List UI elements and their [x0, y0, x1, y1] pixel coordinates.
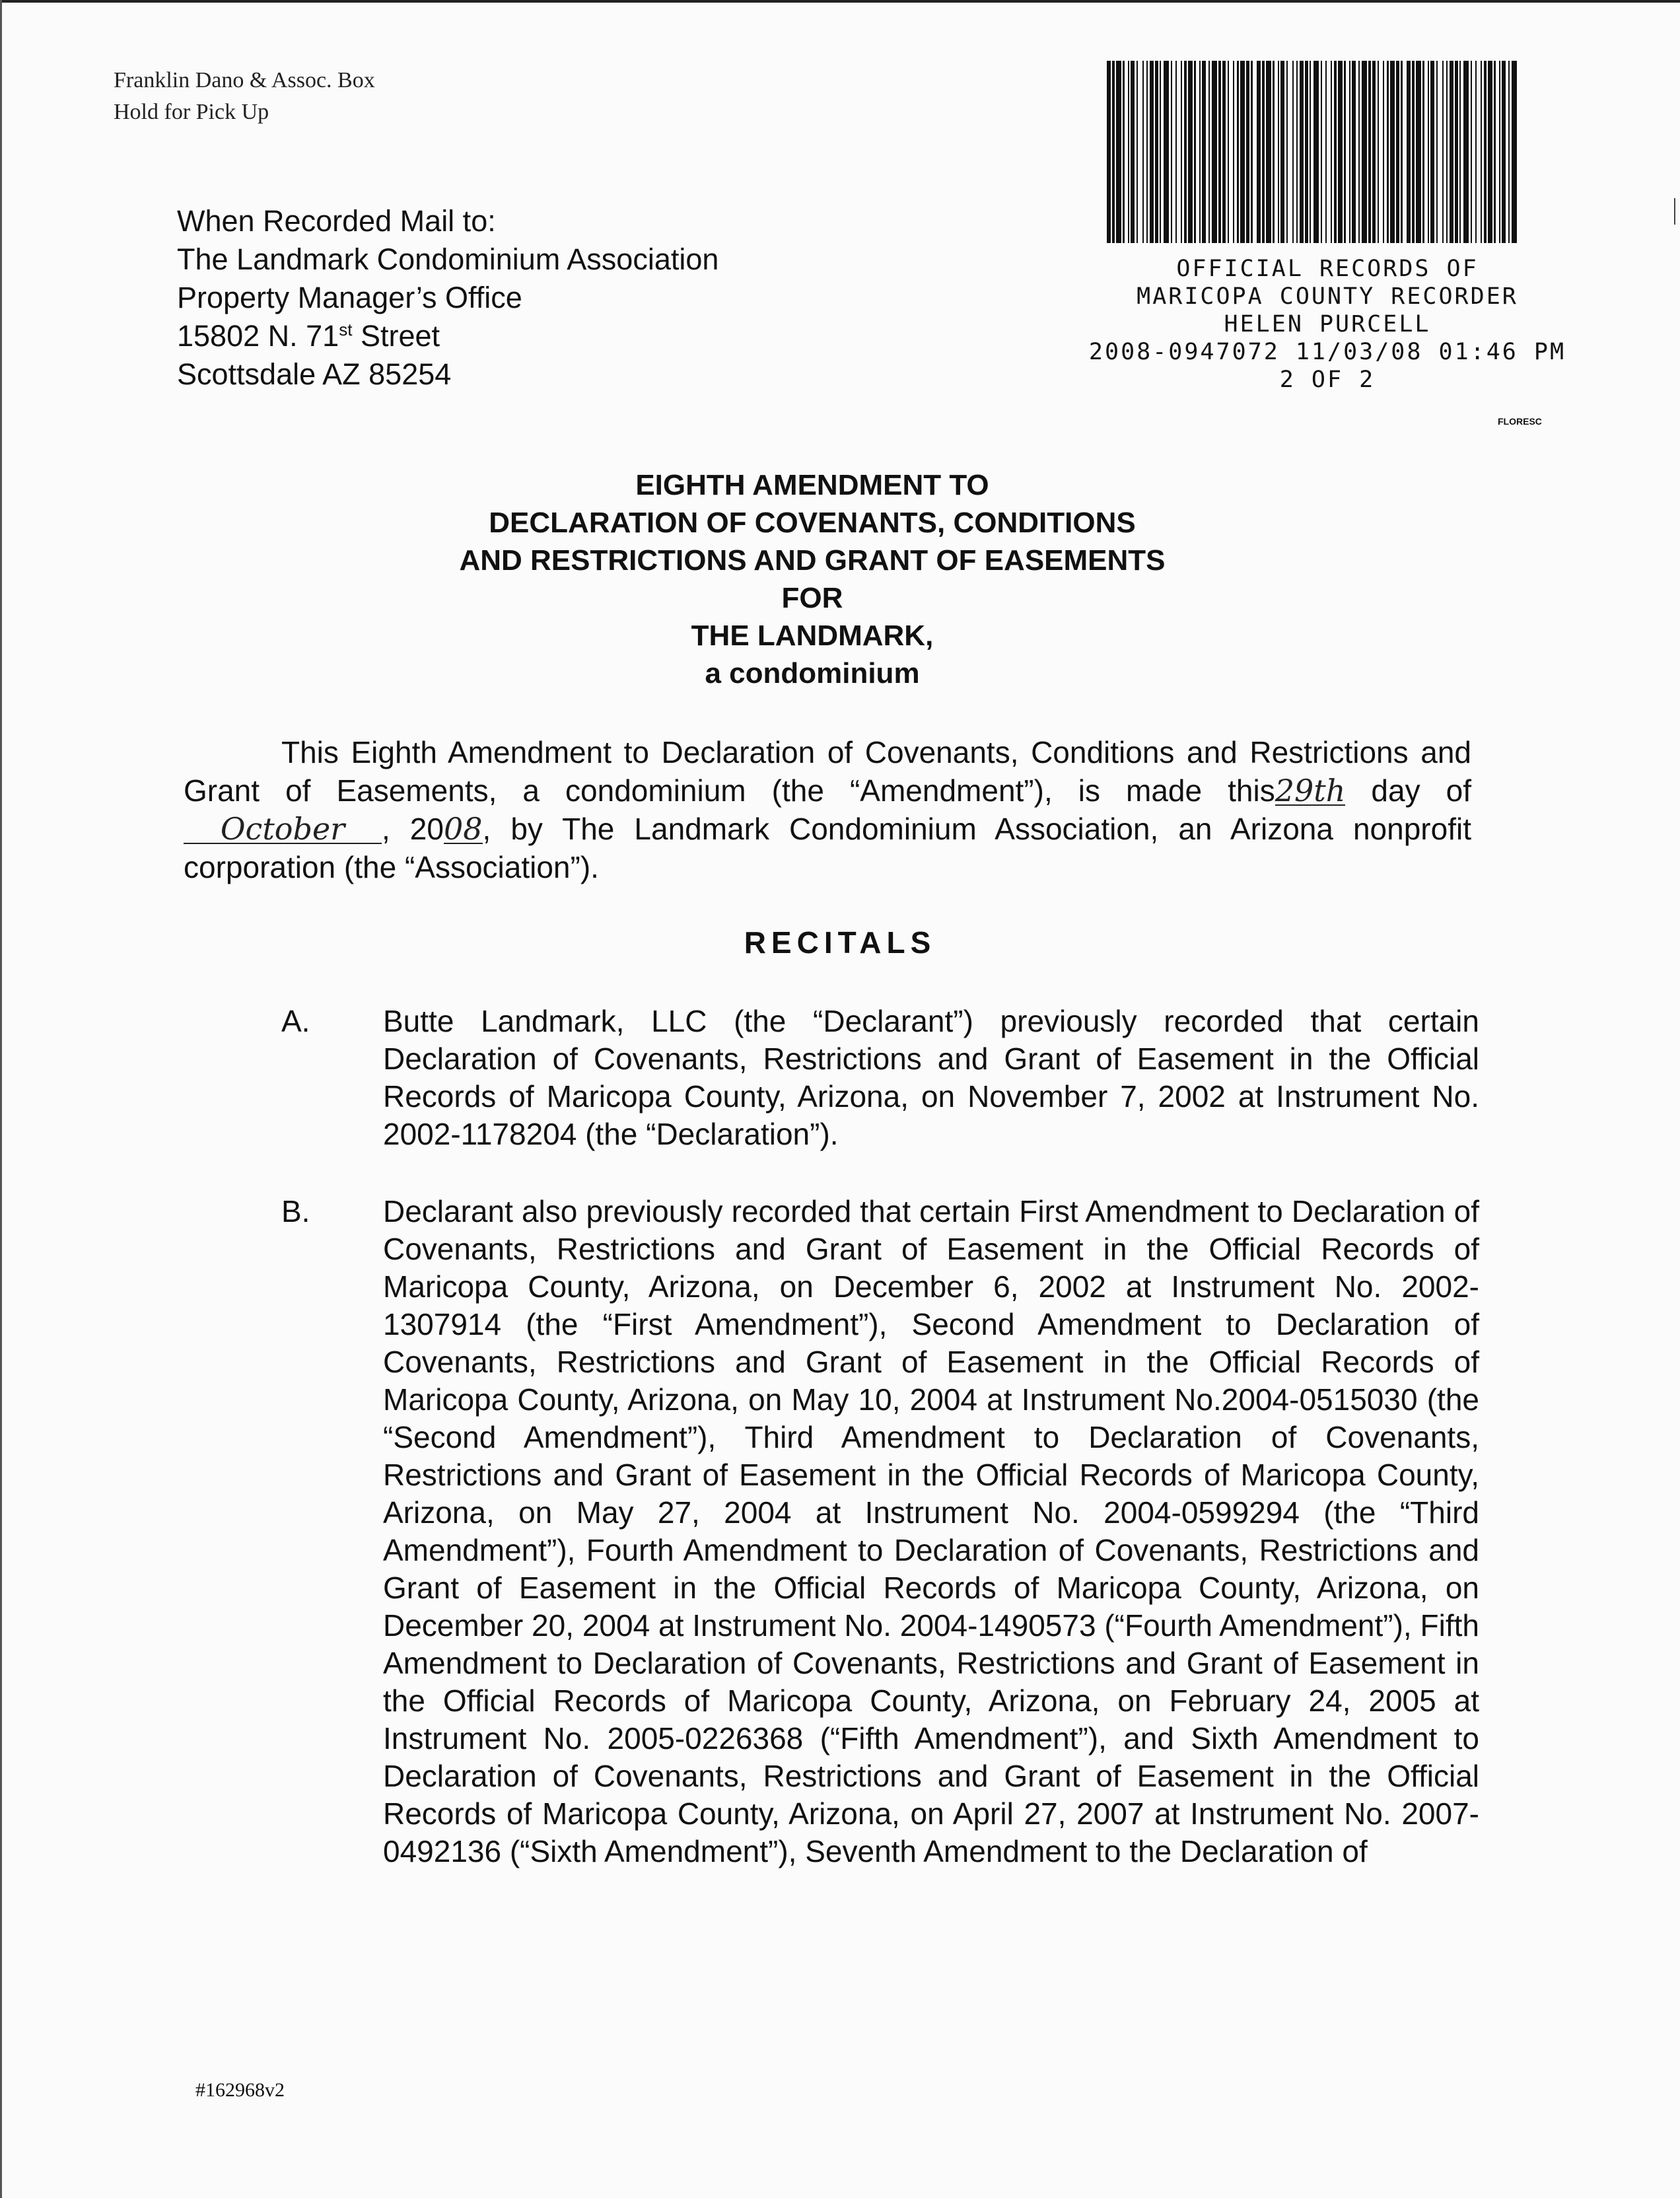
barcode-bar: [1499, 61, 1500, 243]
barcode-bar: [1181, 61, 1182, 243]
recorder-stamp-line3: HELEN PURCELL: [1224, 311, 1431, 337]
barcode-bar: [1137, 61, 1138, 243]
title-line5: THE LANDMARK,: [691, 620, 934, 652]
recorder-clerk-code: FLORESC: [1498, 416, 1542, 427]
barcode-bar: [1436, 61, 1438, 243]
barcode-bar: [1300, 61, 1304, 243]
barcode-bar: [1246, 61, 1249, 243]
barcode-bar: [1383, 61, 1384, 243]
handwritten-month: October: [184, 815, 382, 844]
recorder-stamp-line1: OFFICIAL RECORDS OF: [1176, 256, 1479, 282]
barcode-bar: [1286, 61, 1288, 243]
return-address: [177, 202, 718, 394]
pickup-note-line2: Hold for Pick Up: [114, 100, 269, 124]
pickup-note: [114, 65, 375, 128]
barcode-bar: [1188, 61, 1193, 243]
recital-a: [281, 1003, 1483, 1153]
barcode-bar: [1331, 61, 1332, 243]
barcode-bar: [1475, 61, 1477, 243]
barcode-bar: [1494, 61, 1496, 243]
recital-label: B.: [281, 1194, 310, 1228]
barcode-bar: [1378, 61, 1379, 243]
barcode-bar: [1463, 61, 1469, 243]
barcode-bar: [1266, 61, 1271, 243]
barcode-bar: [1262, 61, 1265, 243]
barcode-bar: [1428, 61, 1429, 243]
recorder-stamp: [1057, 255, 1598, 394]
scan-mark: [1674, 198, 1675, 225]
return-address-line2: The Landmark Condominium Association: [177, 242, 719, 276]
barcode-bar: [1488, 61, 1492, 243]
barcode-bar: [1442, 61, 1444, 243]
barcode-bar: [1116, 61, 1121, 243]
barcode-bar: [1164, 61, 1169, 243]
return-address-line3: Property Manager’s Office: [177, 281, 522, 314]
barcode-bar: [1455, 61, 1458, 243]
barcode-bar: [1310, 61, 1311, 243]
barcode-bar: [1321, 61, 1322, 243]
barcode-bar: [1508, 61, 1510, 243]
barcode-bar: [1412, 61, 1415, 243]
barcode-bar: [1305, 61, 1308, 243]
barcode-bar: [1175, 61, 1177, 243]
recitals-heading: RECITALS: [744, 925, 936, 960]
barcode-bar: [1396, 61, 1399, 243]
barcode-bar: [1212, 61, 1217, 243]
document-title: [357, 466, 1268, 692]
barcode-bar: [1484, 61, 1487, 243]
barcode-bar: [1240, 61, 1245, 243]
barcode-bar: [1131, 61, 1135, 243]
return-address-line4: 15802 N. 71st Street: [177, 319, 440, 353]
barcode-bar: [1471, 61, 1472, 243]
pickup-note-line1: Franklin Dano & Assoc. Box: [114, 68, 375, 92]
recorder-stamp-line2: MARICOPA COUNTY RECORDER: [1137, 283, 1518, 310]
barcode-bar: [1296, 61, 1298, 243]
handwritten-year: 08: [443, 811, 483, 847]
barcode-bar: [1142, 61, 1144, 243]
title-line4: FOR: [781, 582, 843, 614]
barcode-bar: [1325, 61, 1327, 243]
barcode-bar: [1450, 61, 1453, 243]
barcode-bar: [1292, 61, 1294, 243]
barcode-bar: [1358, 61, 1360, 243]
barcode-bar: [1171, 61, 1172, 243]
recital-text: Declarant also previously recorded that certain First Amendment to Declaration of Covenants, Restrictions and Grant of Easement in the Official Records of Maricopa County, Arizona, on December 6, 2002 at Instrument No. 2002-1307914 (the “First Amendment”), Second Amendment to Declaration of Covenants, Restrictions and Grant of Easement in the Official Records of Maricopa County, Arizona, on May 10, 2004 at Instrument No.2004-0515030 (the “Second Amendment”), Third Amendment to Declaration of Covenants, Restrictions and Grant of Easement in the Official Records of Maricopa County, Arizona, on May 27, 2004 at Instrument No. 2004-0599294 (the “Third Amendment”), Fourth Amendment to Declaration of Covenants, Restrictions and Grant of Easement in the Official Records of Maricopa County, Arizona, on December 20, 2004 at Instrument No. 2004-1490573 (“Fourth Amendment”), Fifth Amendment to Declaration of Covenants, Restrictions and Grant of Easement in the Official Records of Maricopa County, Arizona, on February 24, 2005 at Instrument No. 2005-0226368 (“Fifth Amendment”), and Sixth Amendment to Declaration of Covenants, Restrictions and Grant of Easement in the Official Records of Maricopa County, Arizona, on April 27, 2007 at Instrument No. 2007-0492136 (“Sixth Amendment”), Seventh Amendment to the Declaration of: [383, 1194, 1479, 1868]
barcode-bar: [1344, 61, 1346, 243]
barcode-bar: [1251, 61, 1253, 243]
return-address-line1: When Recorded Mail to:: [177, 204, 496, 238]
barcode-bar: [1502, 61, 1506, 243]
barcode-bar: [1422, 61, 1424, 243]
barcode-bar: [1184, 61, 1187, 243]
intro-paragraph: This Eighth Amendment to Declaration of Covenants, Conditions and Restrictions and Grant of Easements, a condominium (the “Amendment”), is made this29th day of October , 2008, by The Landmark Condominium Association, an Arizona nonprofit corporation (the “Association”).: [184, 735, 1471, 884]
barcode-bar: [1202, 61, 1206, 243]
barcode-bar: [1338, 61, 1343, 243]
barcode-bar: [1150, 61, 1154, 243]
barcode-bar: [1481, 61, 1482, 243]
barcode-bar: [1155, 61, 1158, 243]
barcode-bar: [1446, 61, 1448, 243]
barcode-bar: [1160, 61, 1161, 243]
barcode-bar: [1257, 61, 1261, 243]
title-line6: a condominium: [705, 657, 920, 690]
barcode-bar: [1194, 61, 1196, 243]
title-line3: AND RESTRICTIONS AND GRANT OF EASEMENTS: [459, 544, 1166, 577]
barcode-bar: [1228, 61, 1229, 243]
barcode-bar: [1218, 61, 1221, 243]
title-line2: DECLARATION OF COVENANTS, CONDITIONS: [489, 507, 1136, 539]
barcode-bar: [1107, 61, 1111, 243]
barcode-bar: [1146, 61, 1148, 243]
recital-text: Butte Landmark, LLC (the “Declarant”) previously recorded that certain Declaration of Covenants, Restrictions and Grant of Easement in the Official Records of Maricopa County, Arizona, on November 7, 2002 at Instrument No. 2002-1178204 (the “Declaration”).: [383, 1004, 1479, 1151]
barcode-bar: [1372, 61, 1376, 243]
recording-barcode: [1104, 61, 1520, 243]
barcode-bar: [1401, 61, 1403, 243]
return-address-line5: Scottsdale AZ 85254: [177, 357, 452, 391]
barcode-bar: [1280, 61, 1284, 243]
barcode-bar: [1349, 61, 1350, 243]
handwritten-day: 29th: [1275, 773, 1346, 808]
scan-edge-top: [0, 0, 1680, 3]
barcode-bar: [1128, 61, 1129, 243]
recording-number: 2008-0947072 11/03/08 01:46 PM: [1088, 339, 1566, 365]
barcode-bar: [1352, 61, 1356, 243]
barcode-bar: [1387, 61, 1389, 243]
title-line1: EIGHTH AMENDMENT TO: [635, 469, 989, 501]
page-count: 2 OF 2: [1279, 367, 1376, 393]
barcode-bar: [1512, 61, 1517, 243]
scan-edge-left: [0, 0, 2, 2198]
document-id: #162968v2: [195, 2079, 285, 2101]
barcode-bar: [1208, 61, 1210, 243]
recital-b: [281, 1193, 1483, 1870]
barcode-bar: [1199, 61, 1201, 243]
barcode-bar: [1459, 61, 1461, 243]
recital-label: A.: [281, 1004, 310, 1038]
barcode-bar: [1123, 61, 1125, 243]
barcode-bar: [1362, 61, 1367, 243]
barcode-bar: [1273, 61, 1275, 243]
barcode-bar: [1278, 61, 1279, 243]
barcode-bar: [1237, 61, 1239, 243]
barcode-bar: [1313, 61, 1319, 243]
barcode-bar: [1233, 61, 1234, 243]
barcode-bar: [1416, 61, 1421, 243]
barcode-bar: [1430, 61, 1434, 243]
barcode-bar: [1368, 61, 1371, 243]
barcode-bar: [1334, 61, 1337, 243]
barcode-bar: [1222, 61, 1226, 243]
barcode-bar: [1112, 61, 1115, 243]
barcode-bar: [1407, 61, 1411, 243]
barcode-bar: [1390, 61, 1395, 243]
